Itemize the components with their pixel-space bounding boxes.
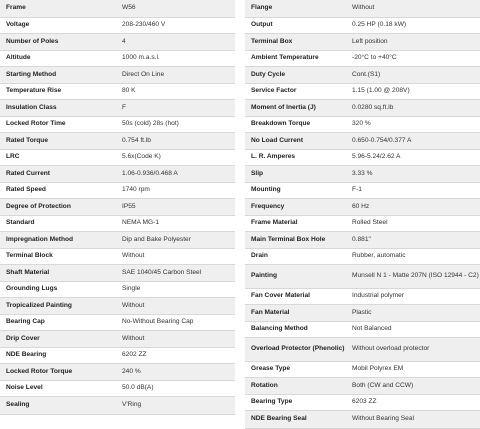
spec-value: W56 [116,0,235,17]
spec-label: NDE Bearing [0,347,116,363]
spec-row-right [245,377,480,394]
spec-label: NDE Bearing Seal [245,410,346,428]
spec-value: No-Without Bearing Cap [116,314,235,330]
spec-value: Dip and Bake Polyester [116,231,235,248]
spec-value: 50s (cold) 28s (hot) [116,116,235,132]
spec-label: Balancing Method [245,321,346,337]
spec-row-left [0,330,235,347]
spec-label: Flange [245,0,346,17]
spec-label: Tropicalized Painting [0,297,116,314]
spec-value: Without [346,0,480,17]
spec-label: Number of Poles [0,33,116,50]
spec-row-right [245,182,480,198]
spec-value: 5.6x(Code K) [116,149,235,165]
spec-label: Fan Cover Material [245,288,346,304]
spec-row-right [245,264,480,288]
spec-value: 3.33 % [346,165,480,182]
spec-value: 0.0280 sq.ft.lb [346,99,480,116]
spec-label: Drip Cover [0,330,116,347]
spec-row-left [0,99,235,116]
spec-label: Sealing [0,396,116,414]
spec-row-left [0,347,235,363]
spec-label: Degree of Protection [0,198,116,215]
spec-label: Frame [0,0,116,17]
spec-label: Painting [245,264,346,288]
spec-row-left [0,198,235,215]
spec-value: 0.25 HP (0.18 kW) [346,17,480,33]
spec-label: Mounting [245,182,346,198]
spec-row-left [0,50,235,66]
spec-row-right [245,50,480,66]
spec-value: IP55 [116,198,235,215]
spec-row-right [245,165,480,182]
spec-row-left [0,264,235,281]
spec-label: Slip [245,165,346,182]
spec-label: Drain [245,248,346,264]
spec-value: Without [116,330,235,347]
spec-value: -20°C to +40°C [346,50,480,66]
spec-label: Insulation Class [0,99,116,116]
spec-label: L. R. Amperes [245,149,346,165]
spec-label: Output [245,17,346,33]
spec-row-right [245,149,480,165]
spec-row-right [245,321,480,337]
spec-row-right [245,215,480,231]
spec-row-left [0,281,235,297]
spec-row-left [0,33,235,50]
spec-value: F-1 [346,182,480,198]
spec-value: Rolled Steel [346,215,480,231]
spec-row-right [245,410,480,428]
spec-value: 320 % [346,116,480,132]
spec-value: 1.15 (1.00 @ 208V) [346,83,480,99]
spec-label: No Load Current [245,132,346,149]
spec-value: NEMA MG-1 [116,215,235,231]
spec-row-right [245,304,480,321]
spec-row-right [245,337,480,361]
spec-value: F [116,99,235,116]
spec-label: Terminal Block [0,248,116,264]
spec-value: Without overload protector [346,337,480,361]
spec-label: Altitude [0,50,116,66]
spec-value: Munsell N 1 - Matte 207N (ISO 12944 - C2) [346,264,480,288]
spec-value: 80 K [116,83,235,99]
spec-value: 0.754 ft.lb [116,132,235,149]
spec-value: Not Balanced [346,321,480,337]
spec-label: Starting Method [0,66,116,83]
spec-row-right [245,66,480,83]
spec-value: V'Ring [116,396,235,414]
spec-value: Both (CW and CCW) [346,377,480,394]
spec-row-left [0,116,235,132]
spec-value: 60 Hz [346,198,480,215]
spec-label: Locked Rotor Torque [0,363,116,380]
spec-value: Mobil Polyrex EM [346,361,480,377]
spec-label: Rated Torque [0,132,116,149]
spec-label: Voltage [0,17,116,33]
spec-label: Overload Protector (Phenolic) [245,337,346,361]
spec-row-right [245,361,480,377]
spec-value: 6202 ZZ [116,347,235,363]
spec-value: 6203 ZZ [346,394,480,410]
spec-label: Frequency [245,198,346,215]
spec-label: Bearing Type [245,394,346,410]
spec-row-left [0,215,235,231]
spec-value: 50.0 dB(A) [116,380,235,396]
spec-value: 4 [116,33,235,50]
spec-row-left [0,231,235,248]
spec-row-left [0,66,235,83]
spec-label: Rotation [245,377,346,394]
spec-row-right [245,394,480,410]
spec-row-left [0,314,235,330]
spec-row-right [245,248,480,264]
spec-value: SAE 1040/45 Carbon Steel [116,264,235,281]
spec-row-left [0,165,235,182]
spec-label: Temperature Rise [0,83,116,99]
spec-row-left [0,149,235,165]
spec-value: 208-230/460 V [116,17,235,33]
spec-row-right [245,17,480,33]
spec-value: Without Bearing Seal [346,410,480,428]
spec-label: Standard [0,215,116,231]
spec-label: Terminal Box [245,33,346,50]
spec-row-left [0,182,235,198]
spec-value: Without [116,248,235,264]
spec-row-right [245,0,480,17]
spec-label: Grounding Lugs [0,281,116,297]
spec-label: Ambient Temperature [245,50,346,66]
spec-value: Plastic [346,304,480,321]
spec-value: Without [116,297,235,314]
spec-row-left [0,380,235,396]
spec-row-left [0,248,235,264]
spec-label: Main Terminal Box Hole [245,231,346,248]
spec-table-left [0,0,235,415]
spec-value: Left position [346,33,480,50]
spec-label: Locked Rotor Time [0,116,116,132]
spec-value: 1740 rpm [116,182,235,198]
spec-value: Cont.(S1) [346,66,480,83]
spec-value: 0.881" [346,231,480,248]
spec-row-left [0,0,235,17]
spec-row-right [245,83,480,99]
spec-row-right [245,132,480,149]
spec-value: 0.650-0.754/0.377 A [346,132,480,149]
spec-value: 5.96-5.24/2.62 A [346,149,480,165]
spec-label: Rated Speed [0,182,116,198]
spec-row-left [0,297,235,314]
spec-label: Fan Material [245,304,346,321]
spec-row-right [245,33,480,50]
spec-value: Industrial polymer [346,288,480,304]
spec-row-left [0,83,235,99]
spec-label: Service Factor [245,83,346,99]
spec-row-left [0,396,235,414]
spec-row-right [245,198,480,215]
spec-value: 240 % [116,363,235,380]
spec-label: Frame Material [245,215,346,231]
spec-value: Rubber, automatic [346,248,480,264]
spec-label: Moment of Inertia (J) [245,99,346,116]
spec-value: 1000 m.a.s.l. [116,50,235,66]
spec-label: Rated Current [0,165,116,182]
spec-value: Direct On Line [116,66,235,83]
spec-row-right [245,99,480,116]
spec-row-right [245,288,480,304]
spec-label: Grease Type [245,361,346,377]
spec-label: Breakdown Torque [245,116,346,132]
spec-row-left [0,17,235,33]
spec-value: 1.06-0.936/0.468 A [116,165,235,182]
spec-label: Shaft Material [0,264,116,281]
spec-label: LRC [0,149,116,165]
spec-row-left [0,363,235,380]
spec-row-right [245,231,480,248]
spec-label: Bearing Cap [0,314,116,330]
spec-label: Impregnation Method [0,231,116,248]
spec-label: Noise Level [0,380,116,396]
spec-label: Duty Cycle [245,66,346,83]
spec-row-right [245,116,480,132]
spec-row-left [0,132,235,149]
spec-value: Single [116,281,235,297]
spec-table-right [245,0,480,429]
